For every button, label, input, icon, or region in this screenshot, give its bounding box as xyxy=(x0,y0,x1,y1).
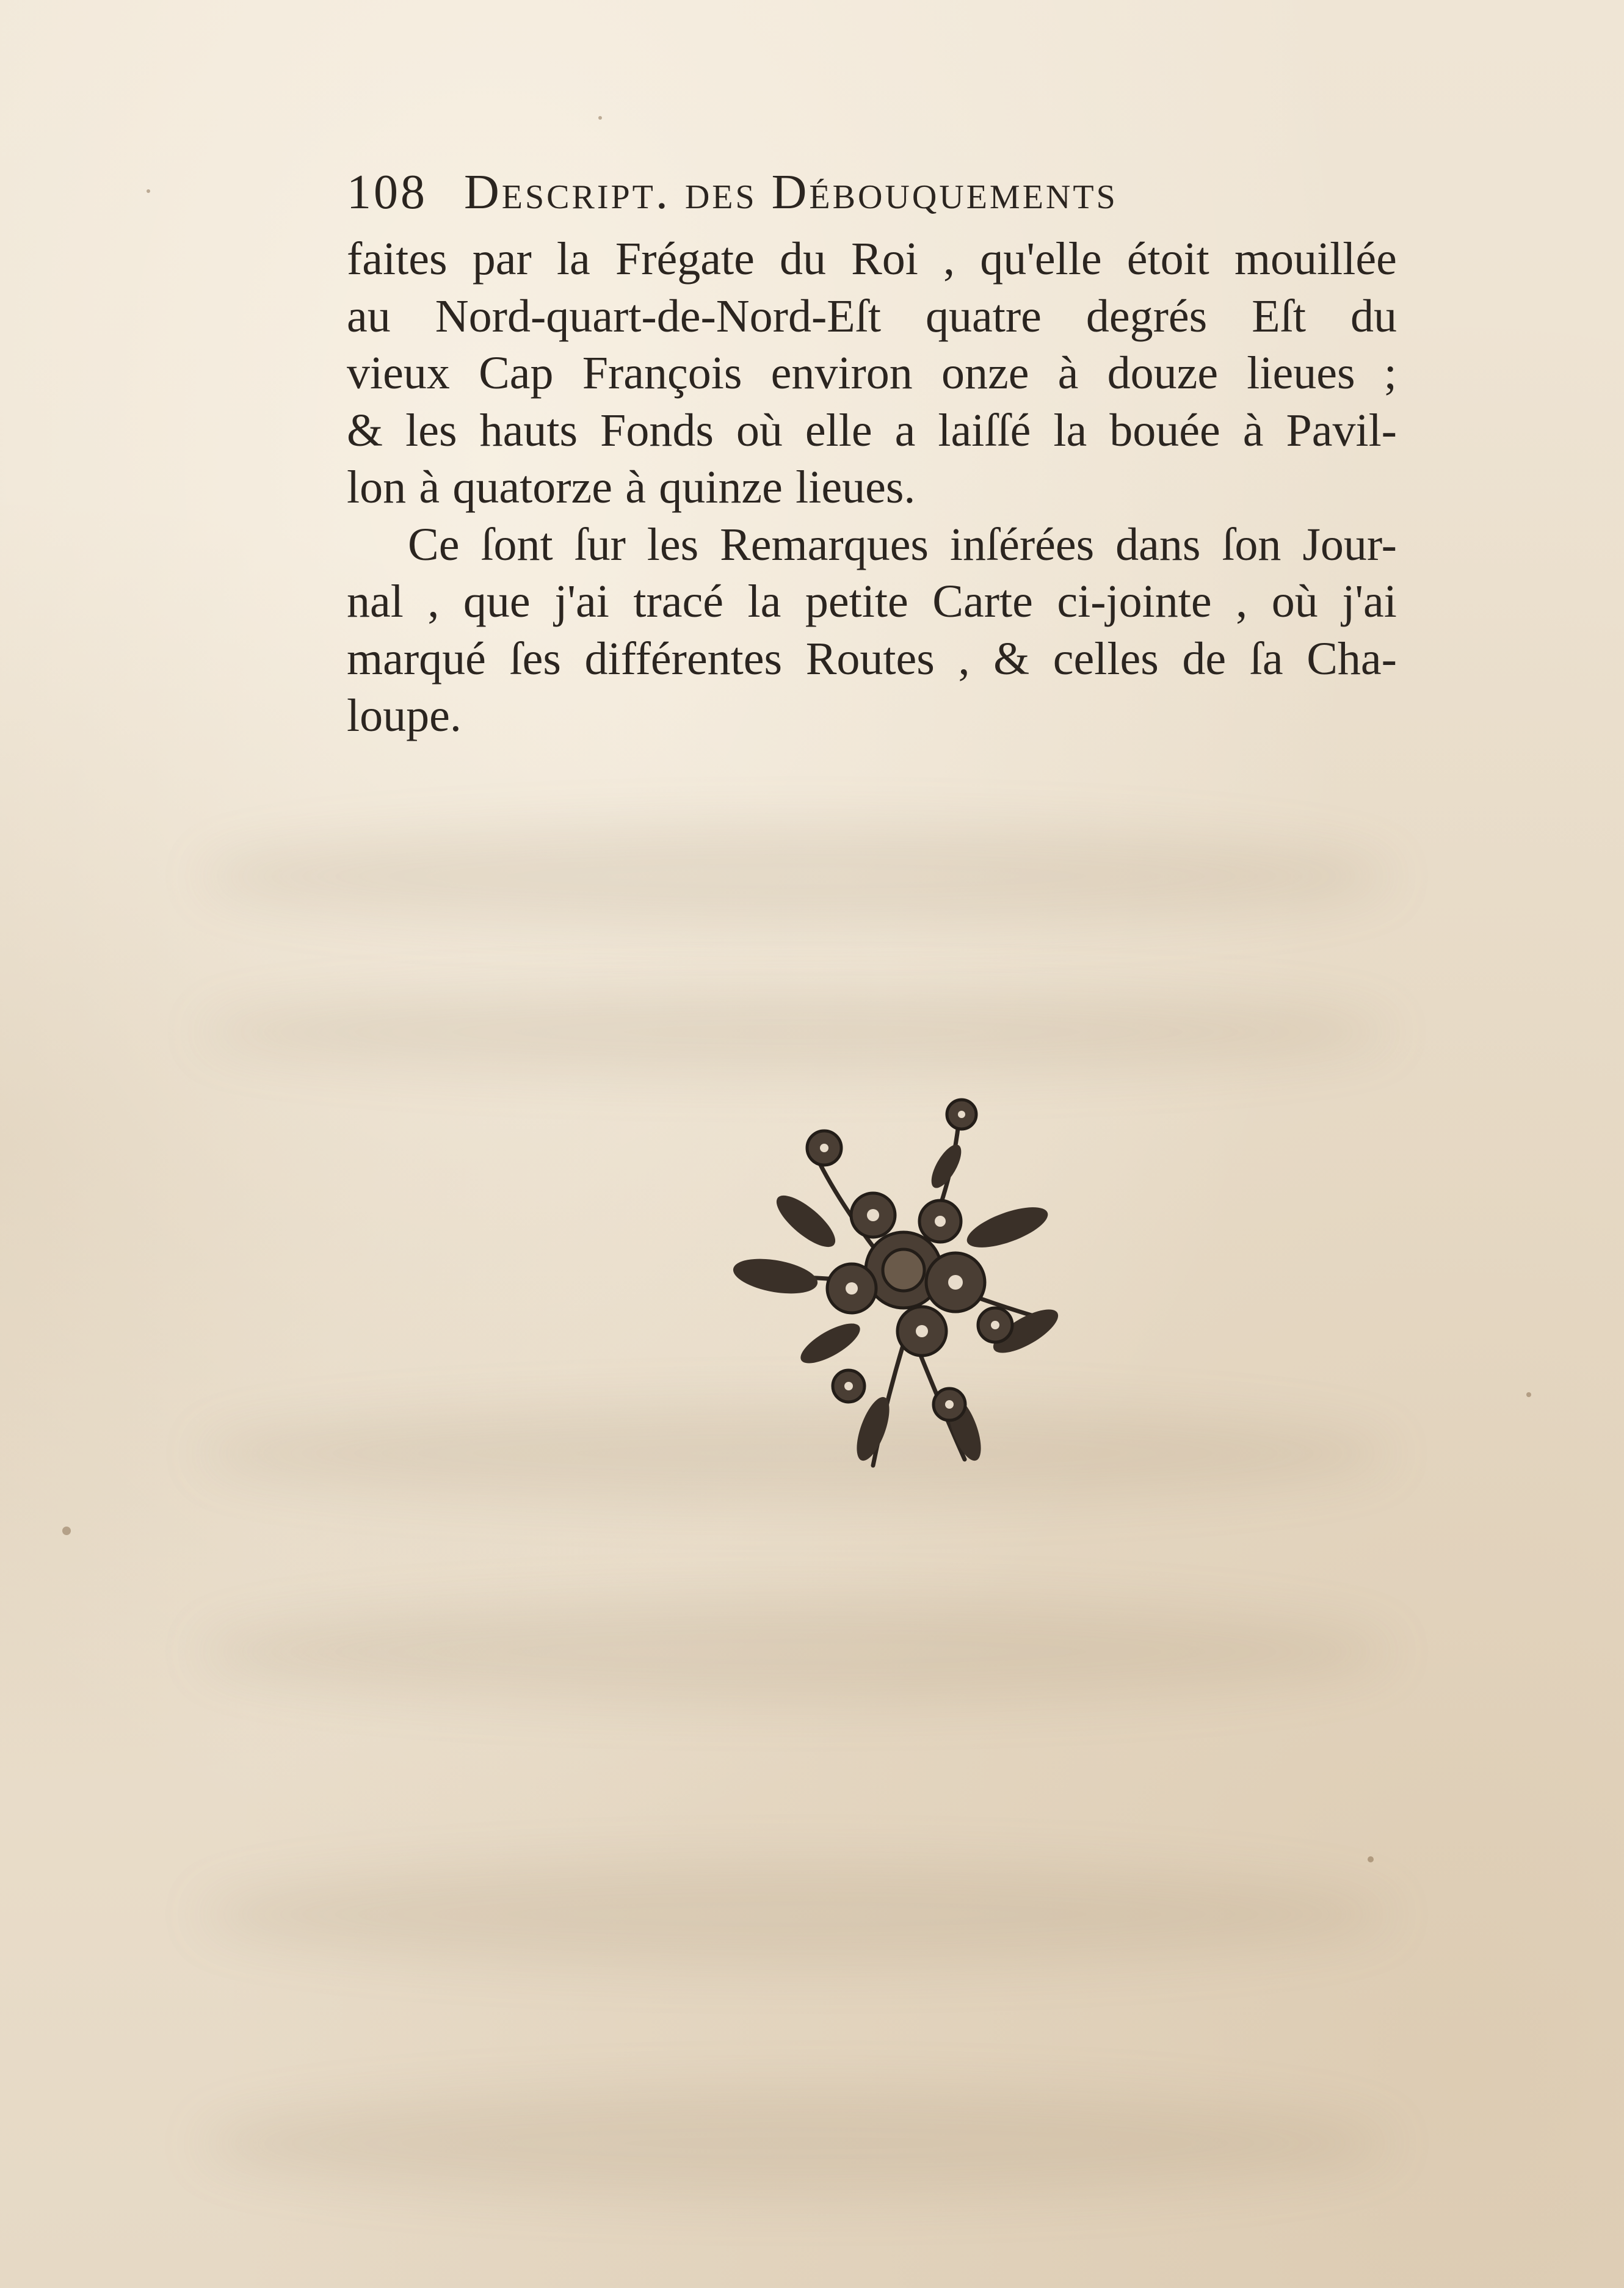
word: faites xyxy=(347,233,448,285)
word: ſa xyxy=(1249,633,1283,685)
word: étoit xyxy=(1126,233,1209,285)
paper-shadow xyxy=(201,824,1392,928)
word: la xyxy=(1053,404,1087,456)
text-line xyxy=(347,517,1397,574)
word: Routes xyxy=(805,633,935,685)
word: où xyxy=(1271,576,1318,627)
word: , xyxy=(958,633,970,685)
word: elle xyxy=(805,404,872,456)
word: Eſt xyxy=(1252,290,1306,342)
word: inſérées xyxy=(949,518,1095,570)
word: du xyxy=(779,233,826,285)
word: & xyxy=(993,633,1030,685)
word: la xyxy=(747,576,781,627)
word: Roi xyxy=(851,233,918,285)
word: Pavil- xyxy=(1286,404,1397,456)
word: , xyxy=(943,233,955,285)
text-line xyxy=(347,688,1397,745)
running-head xyxy=(347,165,1385,220)
word: que xyxy=(463,576,531,627)
word: , xyxy=(1236,576,1248,627)
paper-speck xyxy=(147,189,150,193)
word: Jour- xyxy=(1302,518,1397,570)
text-line xyxy=(347,288,1397,346)
word: degrés xyxy=(1086,290,1208,342)
word: marqué xyxy=(347,633,486,685)
text-line xyxy=(347,345,1397,402)
word: & xyxy=(347,404,383,456)
word: ſes xyxy=(509,633,561,685)
word: à xyxy=(1057,347,1079,399)
body-text xyxy=(347,231,1397,745)
word: qu'elle xyxy=(980,233,1102,285)
paper-speck xyxy=(1368,1856,1374,1862)
paper-shadow xyxy=(201,1862,1392,1966)
paper-shadow xyxy=(201,989,1392,1075)
word: bouée xyxy=(1109,404,1220,456)
ornament-rose-center xyxy=(883,1249,924,1291)
word: Carte xyxy=(932,576,1033,627)
word: quatorze xyxy=(452,462,613,513)
word: les xyxy=(405,404,457,456)
word: ; xyxy=(1383,347,1397,399)
word: au xyxy=(347,290,391,342)
word: lon xyxy=(347,462,407,513)
word: ci-jointe xyxy=(1057,576,1212,627)
text-line xyxy=(347,402,1397,460)
word: j'ai xyxy=(1342,576,1397,627)
word: ſont xyxy=(480,518,553,570)
word: onze xyxy=(941,347,1029,399)
word: par xyxy=(472,233,532,285)
ornament-leaf xyxy=(962,1199,1053,1256)
word: Cha- xyxy=(1307,633,1397,685)
text-line xyxy=(347,573,1397,631)
word: Cap xyxy=(479,347,554,399)
word: tracé xyxy=(633,576,723,627)
word: différentes xyxy=(584,633,783,685)
word: quatre xyxy=(925,290,1042,342)
paper-shadow xyxy=(201,2088,1392,2198)
text-line xyxy=(347,459,1397,517)
word: dans xyxy=(1115,518,1201,570)
word: environ xyxy=(770,347,913,399)
word: du xyxy=(1350,290,1397,342)
floral-bouquet-icon xyxy=(720,1087,1111,1490)
word: nal xyxy=(347,576,404,627)
word: Frégate xyxy=(615,233,755,285)
word: petite xyxy=(805,576,908,627)
word: a xyxy=(894,404,916,456)
word: Nord-quart-de-Nord-Eſt xyxy=(435,290,881,342)
word: j'ai xyxy=(554,576,609,627)
word: lieues xyxy=(1247,347,1355,399)
running-title: Descript. des Débouquements xyxy=(464,165,1118,219)
word: loupe. xyxy=(347,690,462,741)
ornament-leaf xyxy=(795,1316,865,1371)
word: où xyxy=(736,404,783,456)
word: lieues. xyxy=(796,462,916,513)
text-line xyxy=(347,231,1397,288)
text-line xyxy=(347,631,1397,688)
word: Remarques xyxy=(720,518,929,570)
word: Ce xyxy=(408,518,460,570)
word: quinze xyxy=(659,462,783,513)
word: , xyxy=(427,576,440,627)
word: douze xyxy=(1107,347,1219,399)
word: celles xyxy=(1053,633,1159,685)
word: hauts xyxy=(479,404,578,456)
word: mouillée xyxy=(1234,233,1397,285)
word: la xyxy=(556,233,590,285)
word: les xyxy=(647,518,699,570)
word: ſur xyxy=(574,518,626,570)
word: laiſſé xyxy=(938,404,1031,456)
paper-speck xyxy=(62,1527,71,1535)
paper-speck xyxy=(1526,1392,1531,1397)
ornament-leaf xyxy=(731,1253,821,1299)
paper-shadow xyxy=(201,1600,1392,1704)
word: à xyxy=(1242,404,1264,456)
paper-speck xyxy=(598,116,602,120)
word: vieux xyxy=(347,347,450,399)
word: de xyxy=(1182,633,1227,685)
word: ſon xyxy=(1222,518,1281,570)
word: Fonds xyxy=(600,404,714,456)
ornament-leaf xyxy=(769,1188,843,1255)
word: à xyxy=(625,462,647,513)
page-number: 108 xyxy=(347,165,427,219)
word: à xyxy=(419,462,440,513)
word: François xyxy=(582,347,742,399)
